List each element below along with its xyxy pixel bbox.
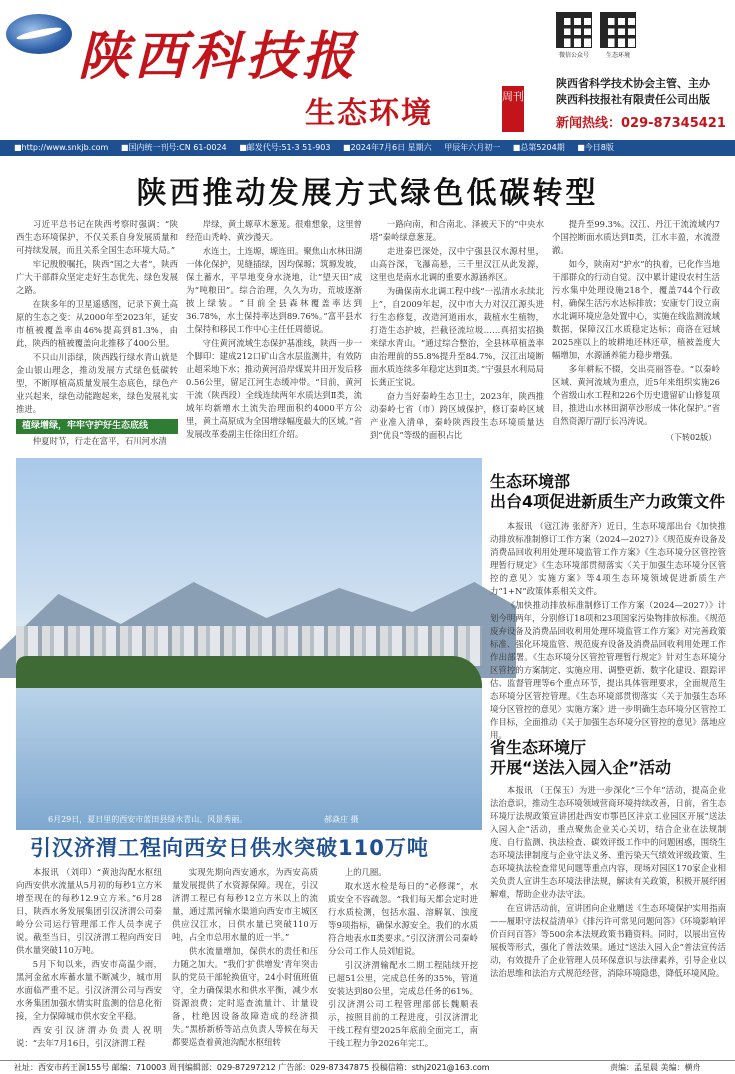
paragraph: 上的几圈。 bbox=[344, 867, 387, 877]
info-postal-code: ■邮发代号:51-3 51-903 bbox=[239, 143, 331, 152]
paragraph: 实现先期向西安通水，为西安高质量发展提供了水资源保障。现在，引汉济渭工程已有每秒12立方米以上的流量，通过黑河输水渠道向西安市主城区供应汉江水，日供水量已突破110万吨，占全市总用水量的近一半。” bbox=[172, 867, 318, 942]
article3-title-line-2: 开展“送法入园入企”活动 bbox=[490, 758, 672, 777]
paragraph: 为确保南水北调工程中线“一泓清水永续北上”，自2009年起，汉中市大力对汉江源头进行生态修复，改造河道雨水，栽植水生植物，打造生态护坡，拦截径流垃圾……真招实招换来绿水青山。“通过综合整治，全县林草植盖率由治理前的55.8%提升至84.7%，汉江出境断面水质连续多年稳定达到Ⅱ类。”宁强县水利局局长龚正宝说。 bbox=[370, 286, 544, 387]
paragraph: 水连土，土连塬，塬连田。聚焦山水林田湖一体化保护，见缝插绿，因均保塬；筑塬发坡，保土蓄水，平旱地变身水浇地，让“望天田”成为“吨粮田”。综合治理，久久为功，荒坡逐渐披上绿装。“目前全县森林覆盖率达到36.78%，水土保持率达到89.76%。”富平县水土保持和移民工作中心主任任周德说。 bbox=[186, 246, 362, 334]
info-website[interactable]: ■http://www.snkjb.com bbox=[14, 143, 109, 152]
info-page-count: ■今日8版 bbox=[577, 143, 614, 152]
publisher-line: 陕西科技报社有限责任公司出版 bbox=[556, 93, 710, 106]
paragraph: 牢记殷殷嘱托，陕西“国之大者”，陕西广大干部群众坚定走好生态优先、绿色发展之路。 bbox=[16, 259, 178, 295]
info-issn: ■国内统一刊号:CN 61-0024 bbox=[120, 143, 227, 152]
photo-trees bbox=[16, 656, 482, 692]
article4-title: 引汉济渭工程向西安日供水突破110万吨 bbox=[30, 836, 429, 860]
article4-column-3 bbox=[328, 866, 478, 1056]
article4-column-2 bbox=[172, 866, 318, 1056]
footer-editors: 责编：孟星晨 美编：横舟 bbox=[610, 1063, 701, 1072]
weekly-badge: 周刊 bbox=[502, 86, 524, 132]
paragraph: 一路向南，和合南北、泽被天下的“中央水塔”秦岭绿意葱茏。 bbox=[370, 219, 544, 242]
article4-column-1 bbox=[16, 866, 162, 1056]
paragraph: 习近平总书记在陕西考察时强调：“陕西生态环境保护，不仅关系自身发展质量和可持续发展，而且关系全国生态环境大局。” bbox=[16, 219, 178, 255]
edition-title: 生态环境 bbox=[305, 96, 433, 131]
paragraph: 供水流量增加，保供水的责任和压力随之加大。“我们‘扩供增发’青年突击队的党员干部轮换值守，24小时值班值守，全力确保渠水和供水平衡，减少水资源浪费；定时巡查流量计、计量设备，杜绝因设备故障造成的经济损失。”黑桥新桥等站点负责人等候在每天都要巡查着黄池沟配水枢纽转 bbox=[172, 946, 318, 1047]
paragraph: 本报讯 （刘印）“黄池沟配水枢纽向西安供水流量从5月初的每秒1立方米增至现在的每秒12.9立方米。”6月28日，陕西水务发展集团引汉济渭公司秦岭分公司运行管理部工作人员李虎子说。截至当日，引汉济渭工程向西安日供水量突破110万吨。 bbox=[16, 867, 162, 955]
paragraph: 奋力当好秦岭生态卫士，2023年，陕西推动秦岭七省（市）跨区域保护，修订秦岭区域产业准入清单，秦岭陕西段生态环境质量达到“优良”等级的面积占比 bbox=[370, 391, 544, 440]
page-footer bbox=[0, 1060, 735, 1074]
qr-caption: 微信公众号 bbox=[558, 52, 589, 59]
paragraph: 仲夏时节，行走在富平，石川河水清 bbox=[32, 436, 167, 446]
info-lunar-date: 甲辰年六月初一 bbox=[444, 143, 501, 152]
paragraph: 不只山川添绿，陕西践行绿水青山就是金山银山理念，推动发展方式绿色低碳转型，不断厚植高质量发展生态底色，绿色产业兴起来，绿色动能跑起来，绿色发展礼实推进。 bbox=[16, 352, 178, 414]
info-bar bbox=[0, 140, 735, 156]
article2-body bbox=[490, 520, 726, 740]
article2-title bbox=[490, 472, 726, 512]
continued-notice: （下转02版） bbox=[666, 433, 717, 442]
paragraph: 如今，陕南对“护水”的执着，已化作当地干部群众的行动自觉。汉中累计建设农村生活污水集中处理设施218个，覆盖744个行政村，确保生活污水达标排放；安康专门设立南水北调环境应急处置中心，实施在线监测流域数据，保障汉江水质稳定达标；商洛在冠域2025座以上的坡耕地还林还草，植被盖度大幅增加，水源涵养能力稳步增强。 bbox=[552, 259, 720, 360]
footer-contact: 社址：西安市药王洞155号 邮编：710003 周刊编辑部：029-87297212 广告部：029-87347875 投稿信箱：sthj2021@163.com bbox=[14, 1063, 490, 1072]
article2-title-line-1: 生态环境部 bbox=[490, 472, 571, 491]
paragraph: 本报讯 （王保玉）为进一步深化“三个年”活动，提高企业法治意识，推动生态环境领域营商环境持续改善，日前，省生态环境厅法规政策宣讲团赴西安市鄠邑区沣京工业园区开展“送法入园入企”活动，重点聚焦企业关心关切，结合企业在法规制度、自行监测、执法检查、碳效评级工作中的问题困惑，围绕生态环境法律制度与企业守法义务、重污染天气绩效评级政策、生态环境执法检查常见问题等重点内容，现场对园区170家企业相关负责人宣讲生态环境法律法规，解读有关政策，积极开展纾困解难，帮助企业办法守法。 bbox=[490, 785, 726, 899]
article3-title bbox=[490, 738, 726, 778]
paragraph: 取水送水检是每日的“必修课”，水质安全不容疏忽。“我们每天都会定时进行水质检测，包括水温、溶解氧、浊度等9项指标，确保水源安全。我们的水质符合地表水Ⅱ类要求。”引汉济渭公司秦岭分公司工作人员刘旭说。 bbox=[328, 881, 478, 956]
paragraph: 引汉济渭输配水二期工程陆续开挖已超51公里，完成总任务的35%，管道安装达到80公里，完成总任务的61%。引汉济渭公司工程管理部部长魏顺表示，按照目前的工程进度，引汉济渭北干线工程有望2025年底前全面完工，南干线工程力争2026年完工。 bbox=[328, 960, 478, 1048]
paper-name: 陕西科技报 bbox=[78, 26, 359, 87]
article1-column-1 bbox=[16, 218, 178, 448]
article2-title-line-2: 出台4项促进新质生产力政策文件 bbox=[490, 492, 726, 511]
qr-caption: 生态环境 bbox=[605, 52, 630, 59]
newspaper-logo-icon bbox=[6, 14, 72, 54]
paragraph: 走进秦巴深处，汉中宁强县汉水源村里，山高谷深，飞瀑高悬，三千里汉江从此发源，这里也是南水北调的重要水源涵养区。 bbox=[370, 246, 544, 282]
photo-caption: 6月29日，夏日里的西安市蓝田县绿水青山、风景秀丽。 bbox=[48, 815, 248, 824]
paragraph: 5月下旬以来，西安市高温少雨，黑河金盆水库蓄水量不断减少，城市用水面临严重不足。引汉济渭公司与西安水务集团加强水情实时监测的信息化衔接，全力保障城市供水安全平稳。 bbox=[16, 959, 162, 1021]
article1-column-2 bbox=[186, 218, 362, 448]
main-headline: 陕西推动发展方式绿色低碳转型 bbox=[136, 176, 599, 211]
article1-column-3 bbox=[370, 218, 544, 448]
article3-title-line-1: 省生态环境厅 bbox=[490, 738, 587, 757]
photo-credit: 郝焱庄 摄 bbox=[324, 815, 359, 824]
paragraph: 《加快推动排放标准制修订工作方案（2024—2027）》计划今明两年，分别修订18项和23项国家污染物排放标准。《规范废弃设备及消费品回收利用处理环境监管工作方案》对完善政策标准、强化环境监管、规范废弃设备及消费品回收利用处理工作作出部署。《生态环境分区管控管理暂行规定》针对生态环境分区管控的方案制定、实施应用、调整更新、数字化建设、跟踪评估、监督管理等6个重点环节，提出具体管理要求，全面规范生态环境分区管控管理。《生态环境部贯彻落实〈关于加强生态环境分区管控的意见〉实施方案》进一步明确生态环境分区管控工作目标，全面推动《关于加强生态环境分区管控的意见》落地应用。 bbox=[490, 600, 726, 740]
info-date: ■2024年7月6日 星期六 bbox=[343, 143, 432, 152]
paragraph: 提升至99.3%。汉江、丹江干流流域内7个国控断面水质达到Ⅱ类，江水丰盈，水流澄澈。 bbox=[552, 219, 720, 255]
info-issue-number: ■总第5204期 bbox=[512, 143, 565, 152]
sponsor-info bbox=[556, 76, 710, 108]
qr-code-icon bbox=[600, 12, 636, 48]
paragraph: 多年耕耘不辍，交出亮丽答卷。“以秦岭区域、黄河流域为重点，近5年来组织实施26个省级山水工程和226个历史遗留矿山修复项目，推进山水林田湖草沙形成一体化保护。”省自然资源厅副厅长冯涛说。 bbox=[552, 364, 720, 426]
article3-body bbox=[490, 784, 726, 1056]
paragraph: 在宣讲活动前，宣讲团向企业赠送《生态环境保护实用指南——履职守法权益清单》《排污许可常见问题问答》《环境影响评价百问百答》等500余本法规政策书籍资料。同时，以展出宣传展板等形式，强化了普法效果。通过“送法入园入企”普法宣传活动，有效提升了企业管理人员环保意识与法律素养，引导企业以法治思维和法治方式规范经营，消除环境隐患，降低环境风险。 bbox=[490, 903, 726, 978]
paragraph: 岸绿，黄土塬草木葱茏。很难想象，这里曾经范山秃岭、黄沙漫天。 bbox=[186, 219, 362, 242]
masthead bbox=[0, 0, 735, 140]
paragraph: 守住黄河流域生态保护基准线，陕西一步一个脚印：建成212口矿山含水层监测井，有效防止超采地下水；推动黄河沿岸煤炭井田开发后移0.56公里，留足江河生态缓冲带。“目前，黄河干流（陕西段）全线连续两年水质达到Ⅱ类，流域年均新增水土流失治理面积约4000平方公里，黄土高原成为全国增绿幅度最大的区域。”省发展改革委副主任徐田红介绍。 bbox=[186, 338, 362, 439]
qr-code-icon bbox=[556, 12, 592, 48]
paragraph: 西安引汉济渭办负责人祝明说：“去年7月16日，引汉济渭工程 bbox=[16, 1025, 162, 1048]
article1-column-4 bbox=[552, 218, 720, 430]
news-hotline: 新闻热线：029-87345421 bbox=[556, 116, 726, 131]
sponsor-line: 陕西省科学技术协会主管、主办 bbox=[556, 77, 710, 90]
section-subhead: 植绿增绿，牢牢守护好生态底线 bbox=[16, 419, 178, 434]
paragraph: 本报讯 （寇江涛 张舒齐）近日，生态环境部出台《加快推动排放标准制修订工作方案（2024—2027）》《规范废弃设备及消费品回收利用处理环境监管工作方案》《生态环境分区管控管理暂行规定》《生态环境部贯彻落实〈关于加强生态环境分区管控的意见〉实施方案》等4项生态环境领域促进新质生产力“1+N”政策体系相关文件。 bbox=[490, 521, 726, 596]
paragraph: 在陕多年的卫星遥感图，记录下黄土高原的生态之变：从2000年至2023年，延安市植被覆盖率由46%提高到81.3%，由此，陕西的植被覆盖向北推移了400公里。 bbox=[16, 299, 178, 348]
landscape-photo bbox=[16, 458, 482, 830]
qr-codes bbox=[556, 12, 636, 59]
photo-water bbox=[16, 688, 482, 830]
